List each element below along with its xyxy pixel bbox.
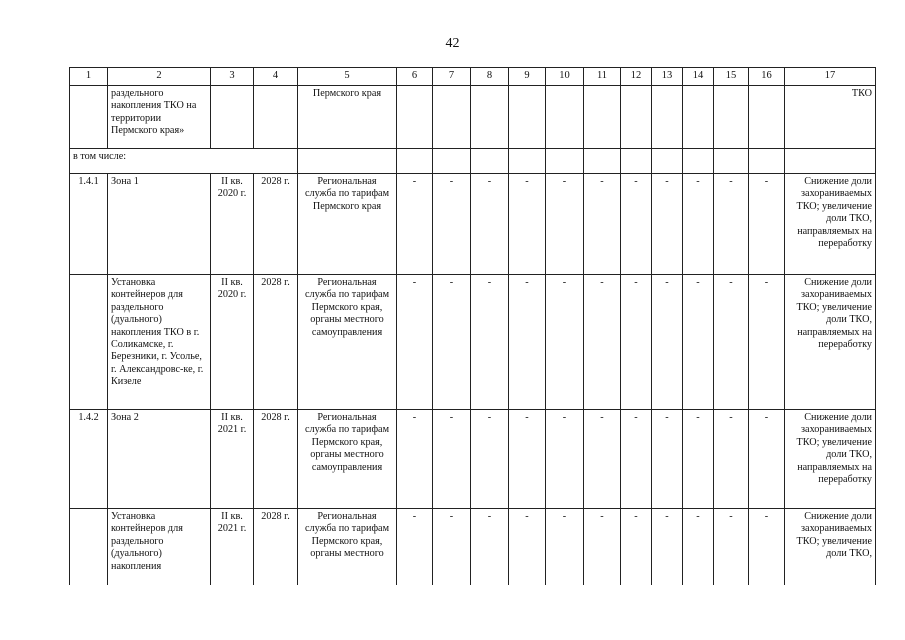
empty-cell [683, 149, 714, 174]
column-number-14: 14 [683, 68, 714, 86]
value-cell-10: - [546, 275, 584, 410]
value-cell-9: - [509, 275, 546, 410]
responsible-party: Региональная служба по тарифам Пермского края [298, 174, 397, 275]
value-cell-10: - [546, 509, 584, 586]
value-cell-16 [749, 86, 785, 149]
column-number-11: 11 [584, 68, 621, 86]
item-number [70, 275, 108, 410]
value-cell-14: - [683, 410, 714, 509]
value-cell-9: - [509, 410, 546, 509]
value-cell-14: - [683, 174, 714, 275]
measure-name: раздельного накопления ТКО на территории Пермского края» [108, 86, 211, 149]
start-date: II кв. 2021 г. [211, 509, 254, 586]
column-number-2: 2 [108, 68, 211, 86]
measure-name: Зона 1 [108, 174, 211, 275]
start-date: II кв. 2021 г. [211, 410, 254, 509]
empty-cell [652, 149, 683, 174]
measure-name: Установка контейнеров для раздельного (дуального) накопления ТКО в г. Соликамске, г. Березники, г. Усолье, г. Александровс-ке, г. Кизеле [108, 275, 211, 410]
empty-cell [298, 149, 397, 174]
measures-table [69, 67, 876, 585]
value-cell-13 [652, 86, 683, 149]
column-number-13: 13 [652, 68, 683, 86]
value-cell-12: - [621, 174, 652, 275]
value-cell-6: - [397, 174, 433, 275]
value-cell-16: - [749, 410, 785, 509]
column-number-10: 10 [546, 68, 584, 86]
responsible-party: Региональная служба по тарифам Пермского края, органы местного самоуправления [298, 275, 397, 410]
value-cell-14 [683, 86, 714, 149]
value-cell-6: - [397, 275, 433, 410]
value-cell-14: - [683, 509, 714, 586]
empty-cell [471, 149, 509, 174]
table-row [70, 275, 876, 410]
empty-cell [433, 149, 471, 174]
value-cell-7: - [433, 509, 471, 586]
expected-result: Снижение доли захораниваемых ТКО; увеличение доли ТКО, [785, 509, 876, 586]
column-number-4: 4 [254, 68, 298, 86]
expected-result: ТКО [785, 86, 876, 149]
value-cell-16: - [749, 174, 785, 275]
responsible-party: Региональная служба по тарифам Пермского края, органы местного самоуправления [298, 410, 397, 509]
value-cell-7: - [433, 410, 471, 509]
value-cell-9: - [509, 174, 546, 275]
value-cell-15: - [714, 509, 749, 586]
table-row [70, 174, 876, 275]
measure-name: Зона 2 [108, 410, 211, 509]
value-cell-12: - [621, 509, 652, 586]
value-cell-10 [546, 86, 584, 149]
value-cell-15: - [714, 275, 749, 410]
value-cell-7: - [433, 275, 471, 410]
value-cell-13: - [652, 410, 683, 509]
item-number: 1.4.1 [70, 174, 108, 275]
empty-cell [749, 149, 785, 174]
column-number-1: 1 [70, 68, 108, 86]
value-cell-12 [621, 86, 652, 149]
value-cell-6: - [397, 509, 433, 586]
column-number-5: 5 [298, 68, 397, 86]
value-cell-11: - [584, 275, 621, 410]
column-number-17: 17 [785, 68, 876, 86]
column-number-row [70, 68, 876, 86]
end-date: 2028 г. [254, 410, 298, 509]
start-date: II кв. 2020 г. [211, 174, 254, 275]
value-cell-13: - [652, 509, 683, 586]
empty-cell [621, 149, 652, 174]
expected-result: Снижение доли захораниваемых ТКО; увеличение доли ТКО, направляемых на переработку [785, 174, 876, 275]
column-number-7: 7 [433, 68, 471, 86]
value-cell-7 [433, 86, 471, 149]
column-number-8: 8 [471, 68, 509, 86]
end-date: 2028 г. [254, 275, 298, 410]
item-number: 1.4.2 [70, 410, 108, 509]
empty-cell [397, 149, 433, 174]
value-cell-9 [509, 86, 546, 149]
table-row [70, 410, 876, 509]
value-cell-8 [471, 86, 509, 149]
value-cell-12: - [621, 410, 652, 509]
column-number-3: 3 [211, 68, 254, 86]
empty-cell [714, 149, 749, 174]
table-row [70, 509, 876, 586]
responsible-party: Региональная служба по тарифам Пермского края, органы местного [298, 509, 397, 586]
column-number-6: 6 [397, 68, 433, 86]
value-cell-7: - [433, 174, 471, 275]
value-cell-11 [584, 86, 621, 149]
measure-name: Установка контейнеров для раздельного (дуального) накопления [108, 509, 211, 586]
value-cell-11: - [584, 509, 621, 586]
value-cell-8: - [471, 275, 509, 410]
responsible-party: Пермского края [298, 86, 397, 149]
start-date: II кв. 2020 г. [211, 275, 254, 410]
table-row [70, 86, 876, 149]
value-cell-14: - [683, 275, 714, 410]
expected-result: Снижение доли захораниваемых ТКО; увеличение доли ТКО, направляемых на переработку [785, 275, 876, 410]
value-cell-10: - [546, 410, 584, 509]
item-number [70, 509, 108, 586]
value-cell-11: - [584, 174, 621, 275]
value-cell-13: - [652, 174, 683, 275]
expected-result: Снижение доли захораниваемых ТКО; увеличение доли ТКО, направляемых на переработку [785, 410, 876, 509]
subsection-label: в том числе: [70, 149, 298, 174]
column-number-15: 15 [714, 68, 749, 86]
table-row [70, 149, 876, 174]
value-cell-8: - [471, 410, 509, 509]
empty-cell [509, 149, 546, 174]
value-cell-6: - [397, 410, 433, 509]
value-cell-8: - [471, 174, 509, 275]
value-cell-9: - [509, 509, 546, 586]
column-number-16: 16 [749, 68, 785, 86]
value-cell-15 [714, 86, 749, 149]
value-cell-10: - [546, 174, 584, 275]
end-date: 2028 г. [254, 174, 298, 275]
empty-cell [584, 149, 621, 174]
page-number: 42 [445, 36, 460, 51]
item-number [70, 86, 108, 149]
empty-cell [785, 149, 876, 174]
start-date [211, 86, 254, 149]
value-cell-13: - [652, 275, 683, 410]
column-number-9: 9 [509, 68, 546, 86]
value-cell-11: - [584, 410, 621, 509]
value-cell-12: - [621, 275, 652, 410]
value-cell-6 [397, 86, 433, 149]
value-cell-16: - [749, 509, 785, 586]
value-cell-8: - [471, 509, 509, 586]
value-cell-16: - [749, 275, 785, 410]
value-cell-15: - [714, 410, 749, 509]
empty-cell [546, 149, 584, 174]
value-cell-15: - [714, 174, 749, 275]
column-number-12: 12 [621, 68, 652, 86]
end-date: 2028 г. [254, 509, 298, 586]
end-date [254, 86, 298, 149]
